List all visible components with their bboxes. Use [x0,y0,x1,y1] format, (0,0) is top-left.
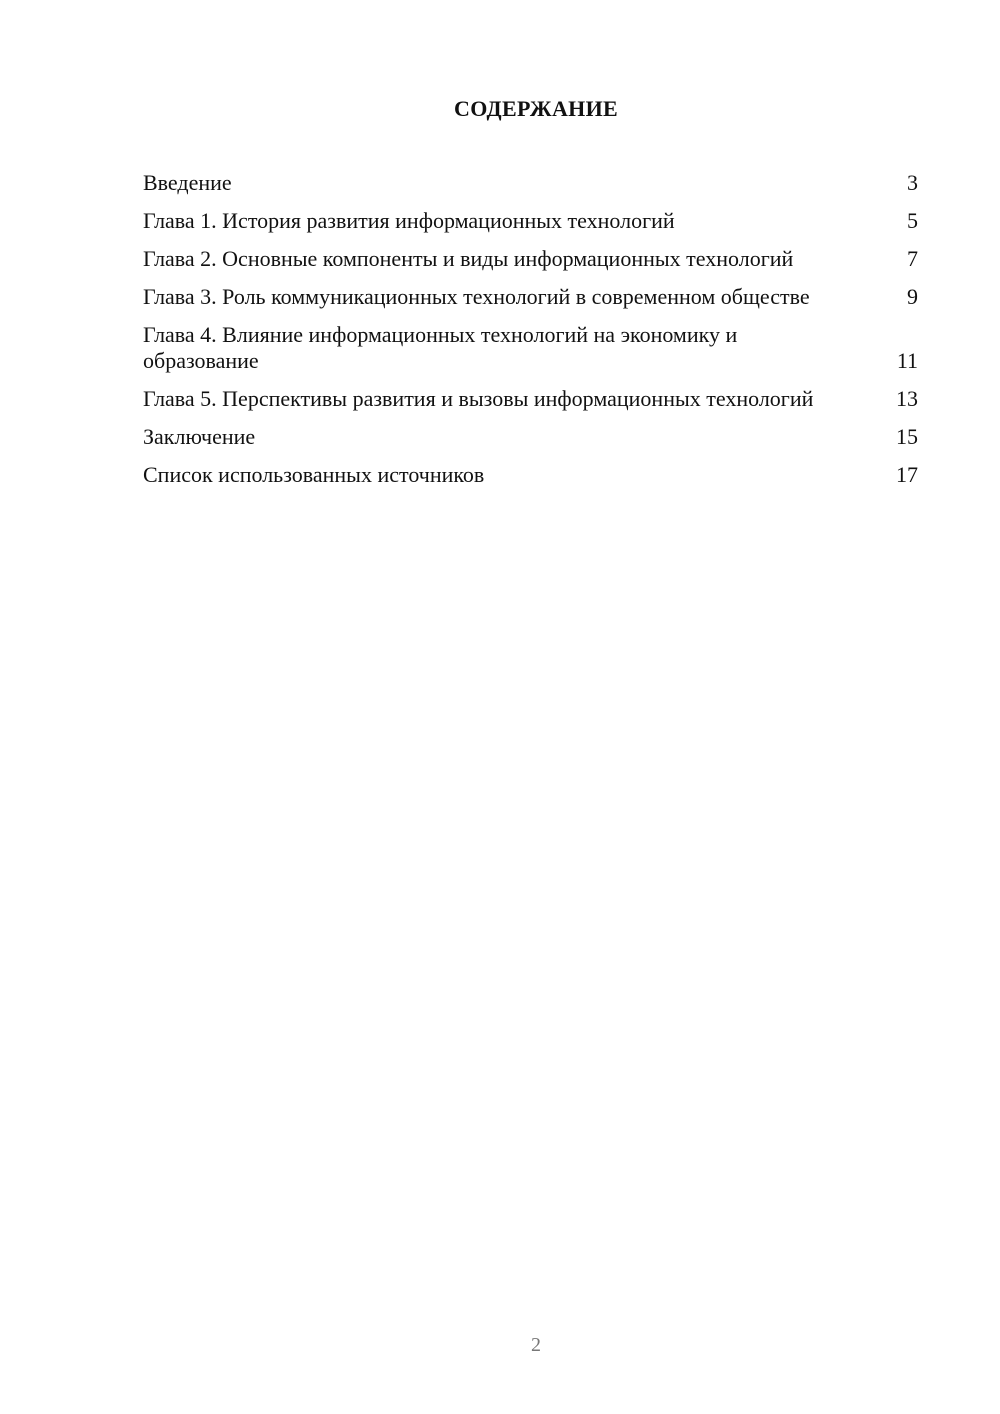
page-number: 2 [531,1334,541,1356]
toc-entry-title: Список использованных источников [143,462,485,487]
toc-entry-title: Глава 3. Роль коммуникационных технологий в современном обществе [143,284,810,309]
toc-entry-title: Заключение [143,424,256,449]
toc-entry-chapter-2 [143,246,918,272]
table-of-contents [143,170,918,500]
toc-entry-page: 13 [896,386,918,411]
toc-entry-chapter-3 [143,284,918,310]
toc-entry-page: 5 [907,208,918,233]
toc-entry-title: Глава 4. Влияние информационных технологий на экономику и образование [143,322,738,373]
toc-entry-introduction [143,170,918,196]
toc-entry-title: Глава 1. История развития информационных технологий [143,208,675,233]
toc-entry-page: 7 [907,246,918,271]
toc-entry-chapter-5 [143,386,918,412]
toc-entry-page: 17 [896,462,918,487]
toc-entry-page: 11 [896,348,918,373]
toc-entry-conclusion [143,424,918,450]
toc-entry-title: Введение [143,170,232,195]
toc-entry-chapter-1 [143,208,918,234]
toc-entry-page: 9 [907,284,918,309]
toc-entry-references [143,462,918,488]
toc-entry-title: Глава 5. Перспективы развития и вызовы информационных технологий [143,386,814,411]
toc-entry-chapter-4 [143,322,918,374]
toc-entry-page: 3 [907,170,918,195]
page-title: СОДЕРЖАНИЕ [454,96,618,121]
toc-entry-page: 15 [896,424,918,449]
toc-entry-title: Глава 2. Основные компоненты и виды информационных технологий [143,246,794,271]
